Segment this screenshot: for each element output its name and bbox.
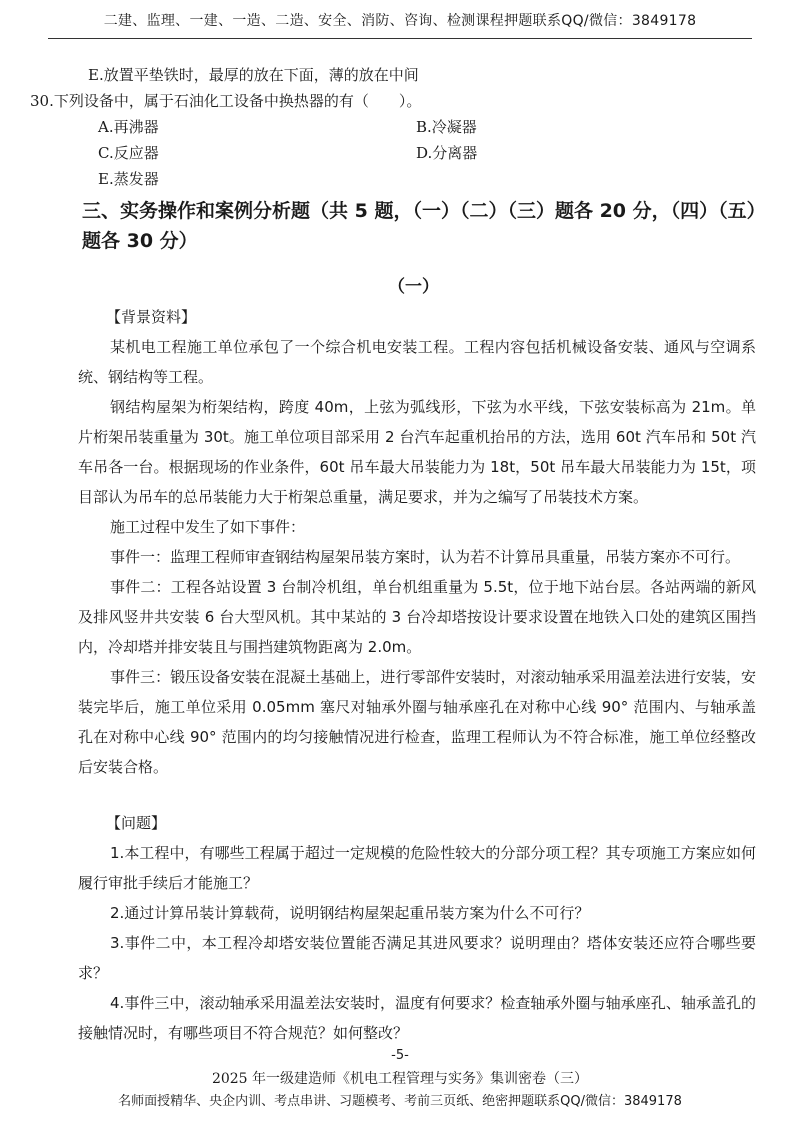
options-row-2 — [88, 140, 752, 166]
footer-contact: 名师面授精华、央企内训、考点串讲、习题模考、考前三页纸、绝密押题联系QQ/微信：3849178 — [118, 1094, 682, 1109]
event-two: 事件二：工程各站设置 3 台制冷机组，单台机组重量为 5.5t，位于地下站台层。各站两端的新风及排风竖井共安装 6 台大型风机。其中某站的 3 台冷却塔按设计要求设置在地铁入口处的建筑区围挡内，冷却塔并排安装且与围挡建筑物距离为 2.0m。 — [78, 578, 756, 656]
question-item: 2.通过计算吊装计算载荷，说明钢结构屋架起重吊装方案为什么不可行？ — [110, 904, 590, 922]
background-paragraph: 钢结构屋架为桁架结构，跨度 40m，上弦为弧线形，下弦为水平线，下弦安装标高为 21m。单片桁架吊装重量为 30t。施工单位项目部采用 2 台汽车起重机抬吊的方法，选用 60t 汽车吊和 50t 汽车吊各一台。根据现场的作业条件，60t 吊车最大吊装能力为 18t，50t 吊车最大吊装能力为 15t，项目部认为吊车的总吊装能力大于桁架总重量，满足要求，并为之编写了吊装技术方案。 — [78, 398, 756, 506]
questions-section — [78, 808, 756, 1048]
question-30: 30.下列设备中，属于石油化工设备中换热器的有（ ）。 — [30, 92, 422, 110]
background-label: 【背景资料】 — [106, 308, 197, 326]
paper-title: 2025 年一级建造师《机电工程管理与实务》集训密卷（三） — [211, 1071, 589, 1087]
background-paragraph: 施工过程中发生了如下事件： — [110, 518, 306, 536]
question-item: 1.本工程中，有哪些工程属于超过一定规模的危险性较大的分部分项工程？其专项施工方案应如何履行审批手续后才能施工？ — [78, 844, 756, 892]
option-a: A.再沸器 — [98, 118, 159, 136]
page-header: 二建、监理、一建、一造、二造、安全、消防、咨询、检测课程押题联系QQ/微信：3849178 — [103, 13, 697, 29]
previous-questions — [30, 62, 752, 192]
question-item: 4.事件三中，滚动轴承采用温差法安装时，温度有何要求？检查轴承外圈与轴承座孔、轴承盖孔的接触情况时，有哪些项目不符合规范？如何整改？ — [78, 994, 756, 1042]
question-item: 3.事件二中，本工程冷却塔安装位置能否满足其进风要求？说明理由？塔体安装还应符合哪些要求？ — [78, 934, 756, 982]
header-divider — [48, 38, 752, 39]
event-one: 事件一：监理工程师审查钢结构屋架吊装方案时，认为若不计算吊具重量，吊装方案亦不可行。 — [110, 548, 741, 566]
page-number: -5- — [391, 1048, 409, 1063]
event-three: 事件三：锻压设备安装在混凝土基础上，进行零部件安装时，对滚动轴承采用温差法进行安装，安装完毕后，施工单位采用 0.05mm 塞尺对轴承外圈与轴承座孔在对称中心线 90° 范围内、与轴承盖孔在对称中心线 90° 范围内的均匀接触情况进行检查，监理工程师认为不符合标准，施工单位经整改后安装合格。 — [78, 668, 756, 776]
case-title: （一） — [388, 277, 439, 297]
background-paragraph: 某机电工程施工单位承包了一个综合机电安装工程。工程内容包括机械设备安装、通风与空调系统、钢结构等工程。 — [78, 338, 756, 386]
option-d: D.分离器 — [416, 144, 478, 162]
section-heading: 三、实务操作和案例分析题（共 5 题，（一）（二）（三）题各 20 分，（四）（五）题各 30 分） — [82, 200, 757, 252]
options-row-3 — [88, 166, 752, 192]
questions-label: 【问题】 — [106, 814, 167, 832]
option-b: B.冷凝器 — [416, 118, 477, 136]
option-c: C.反应器 — [98, 144, 159, 162]
option-e: E.蒸发器 — [98, 170, 159, 188]
background-section — [78, 302, 756, 782]
options-row-1 — [88, 114, 752, 140]
option-e-prev: E.放置平垫铁时，最厚的放在下面，薄的放在中间 — [88, 66, 419, 84]
